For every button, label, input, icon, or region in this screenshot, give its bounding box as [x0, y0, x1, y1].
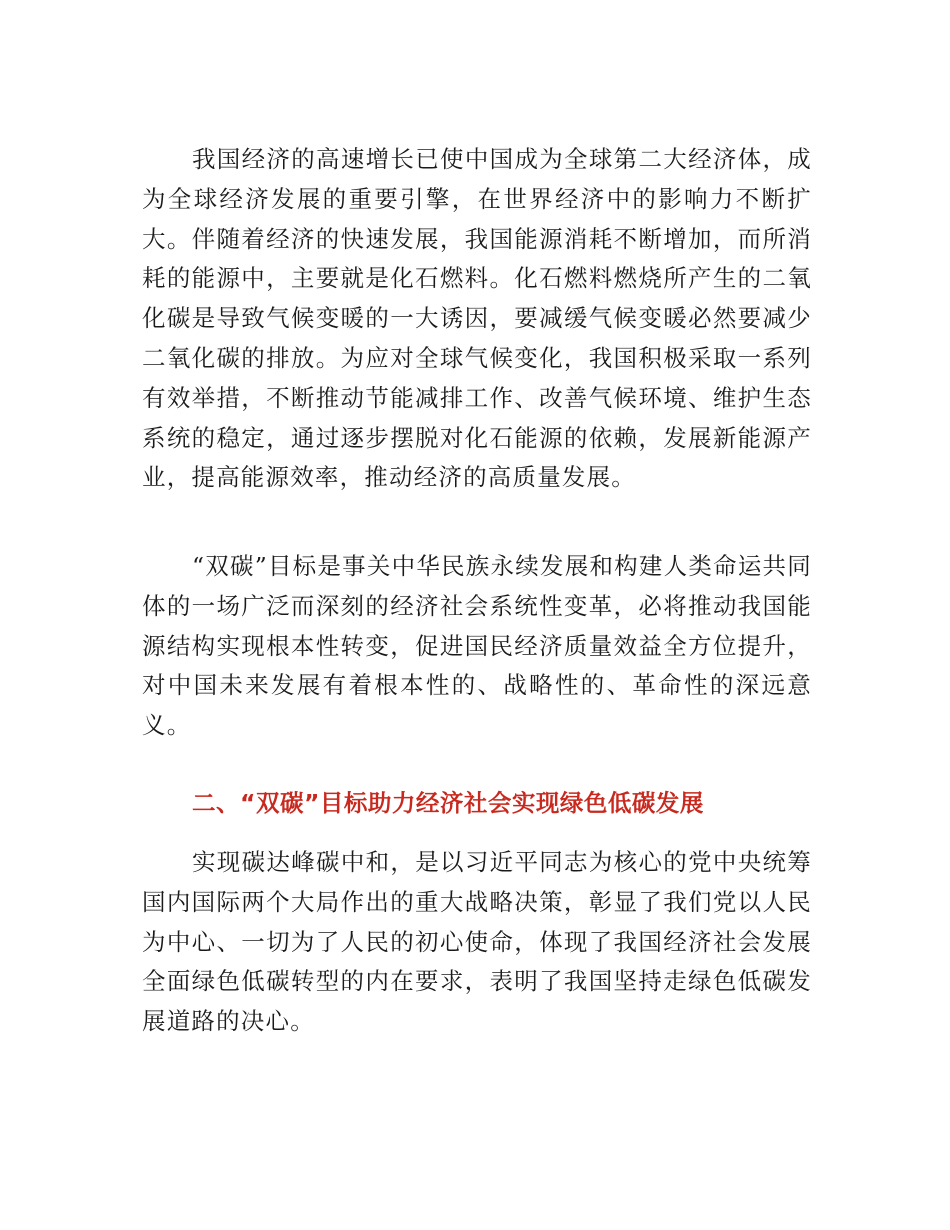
- body-paragraph-carbon-peak: 实现碳达峰碳中和，是以习近平同志为核心的党中央统筹国内国际两个大局作出的重大战略决策，彰显了我们党以人民为中心、一切为了人民的初心使命，体现了我国经济社会发展全面绿色低碳转型的内在要求，表明了我国坚持走绿色低碳发展道路的决心。: [142, 848, 812, 1036]
- body-paragraph-economy: 我国经济的高速增长已使中国成为全球第二大经济体，成为全球经济发展的重要引擎，在世界经济中的影响力不断扩大。伴随着经济的快速发展，我国能源消耗不断增加，而所消耗的能源中，主要就是化石燃料。化石燃料燃烧所产生的二氧化碳是导致气候变暖的一大诱因，要减缓气候变暖必然要减少二氧化碳的排放。为应对全球气候变化，我国积极采取一系列有效举措，不断推动节能减排工作、改善气候环境、维护生态系统的稳定，通过逐步摆脱对化石能源的依赖，发展新能源产业，提高能源效率，推动经济的高质量发展。: [142, 145, 812, 492]
- body-paragraph-dual-carbon-goal: “双碳”目标是事关中华民族永续发展和构建人类命运共同体的一场广泛而深刻的经济社会系统性变革，必将推动我国能源结构实现根本性转变，促进国民经济质量效益全方位提升，对中国未来发展有着根本性的、战略性的、革命性的深远意义。: [142, 552, 812, 740]
- section-heading: 二、“双碳”目标助力经济社会实现绿色低碳发展: [192, 789, 704, 817]
